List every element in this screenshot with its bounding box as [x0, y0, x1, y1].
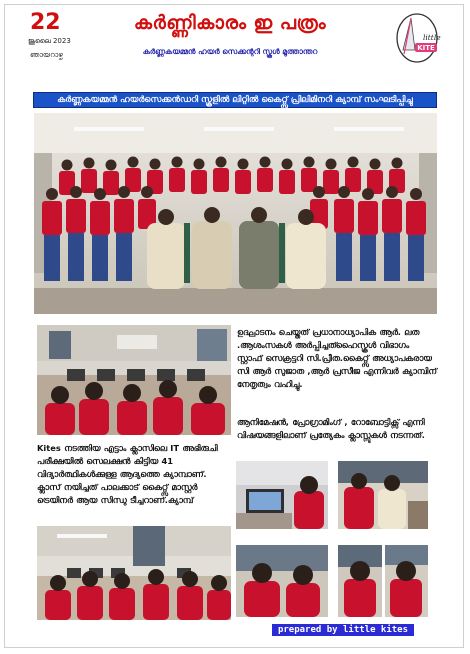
issue-date: ജൂലൈ 2023 — [28, 37, 71, 45]
headline-text: കർണ്ണകയമ്മൻ ഹയർസെക്കൻഡറി സ്കൂളിൽ ലിറ്റിൽ കൈറ്റ്സ് പ്രിലിമിനറി ക്യാമ്പ് സംഘടിപ്പിച്ചു — [57, 95, 413, 105]
activity-photo-4 — [338, 545, 382, 617]
computer-lab-photo-1 — [37, 325, 231, 435]
activity-photo-3 — [236, 545, 328, 617]
masthead-title: കർണ്ണികാരം ഇ പത്രം — [133, 12, 327, 34]
issue-day: ഞായറാഴ്ച — [30, 51, 63, 59]
headline-bar — [33, 92, 437, 108]
activity-photo-2 — [338, 461, 428, 529]
article-paragraph-1: ഉദ്ഘാടനം ചെയ്തത് പ്രധാനാധ്യാപിക ആർ. ലത .ആശംസകൾ അർപ്പിച്ചത്ഹൈസ്കൂൾ വിഭാഗം സ്റ്റാഫ് സെക്രട്ടറി സി.പ്രീത.കൈറ്റ്സ് അധ്യാപകരായ സി ആർ സുജാത ,ആർ പ്രസീജ എന്നിവർ ക്യാമ്പിന് നേതൃത്വം വഹിച്ചു. — [237, 327, 437, 389]
masthead-subtitle: കർണ്ണകയമ്മൻ ഹയർ സെക്കന്ററി സ്കൂൾ മൂത്താന്തറ — [142, 47, 318, 56]
credit-banner: prepared by little kites — [272, 624, 414, 636]
logo-text-little: little — [423, 33, 441, 42]
group-photo — [34, 113, 437, 314]
logo-text-kite: KITE — [417, 44, 435, 52]
activity-photo-5 — [385, 545, 428, 617]
computer-lab-photo-2 — [37, 526, 231, 620]
article-paragraph-2: ആനിമേഷൻ, പ്രോഗ്രാമിംഗ് , റോബോട്ടിക്സ് എന്നി വിഷയങ്ങളിലാണ് പ്രത്യേകം ക്ലാസ്സുകൾ നടന്നത്. — [237, 417, 425, 440]
activity-photo-1 — [236, 461, 328, 529]
little-kites-logo — [393, 10, 441, 68]
issue-number: 22 — [30, 10, 61, 35]
article-paragraph-3: Kites നടത്തിയ എട്ടാം ക്ലാസിലെ IT അഭിരുചി പരീക്ഷയിൽ സെലക്ഷൻ കിട്ടിയ 41 വിദ്യാർത്ഥികൾക്കുള്ള ആദ്യത്തെ ക്യാമ്പാണ്. ക്ലാസ് നയിച്ചത് പാലക്കാട് കൈറ്റ്സ് മാസ്റ്റർ ട്രെയിനർ ആയ സിന്ധു ടീച്ചറാണ്.ക്യാമ്പ് — [37, 443, 218, 505]
